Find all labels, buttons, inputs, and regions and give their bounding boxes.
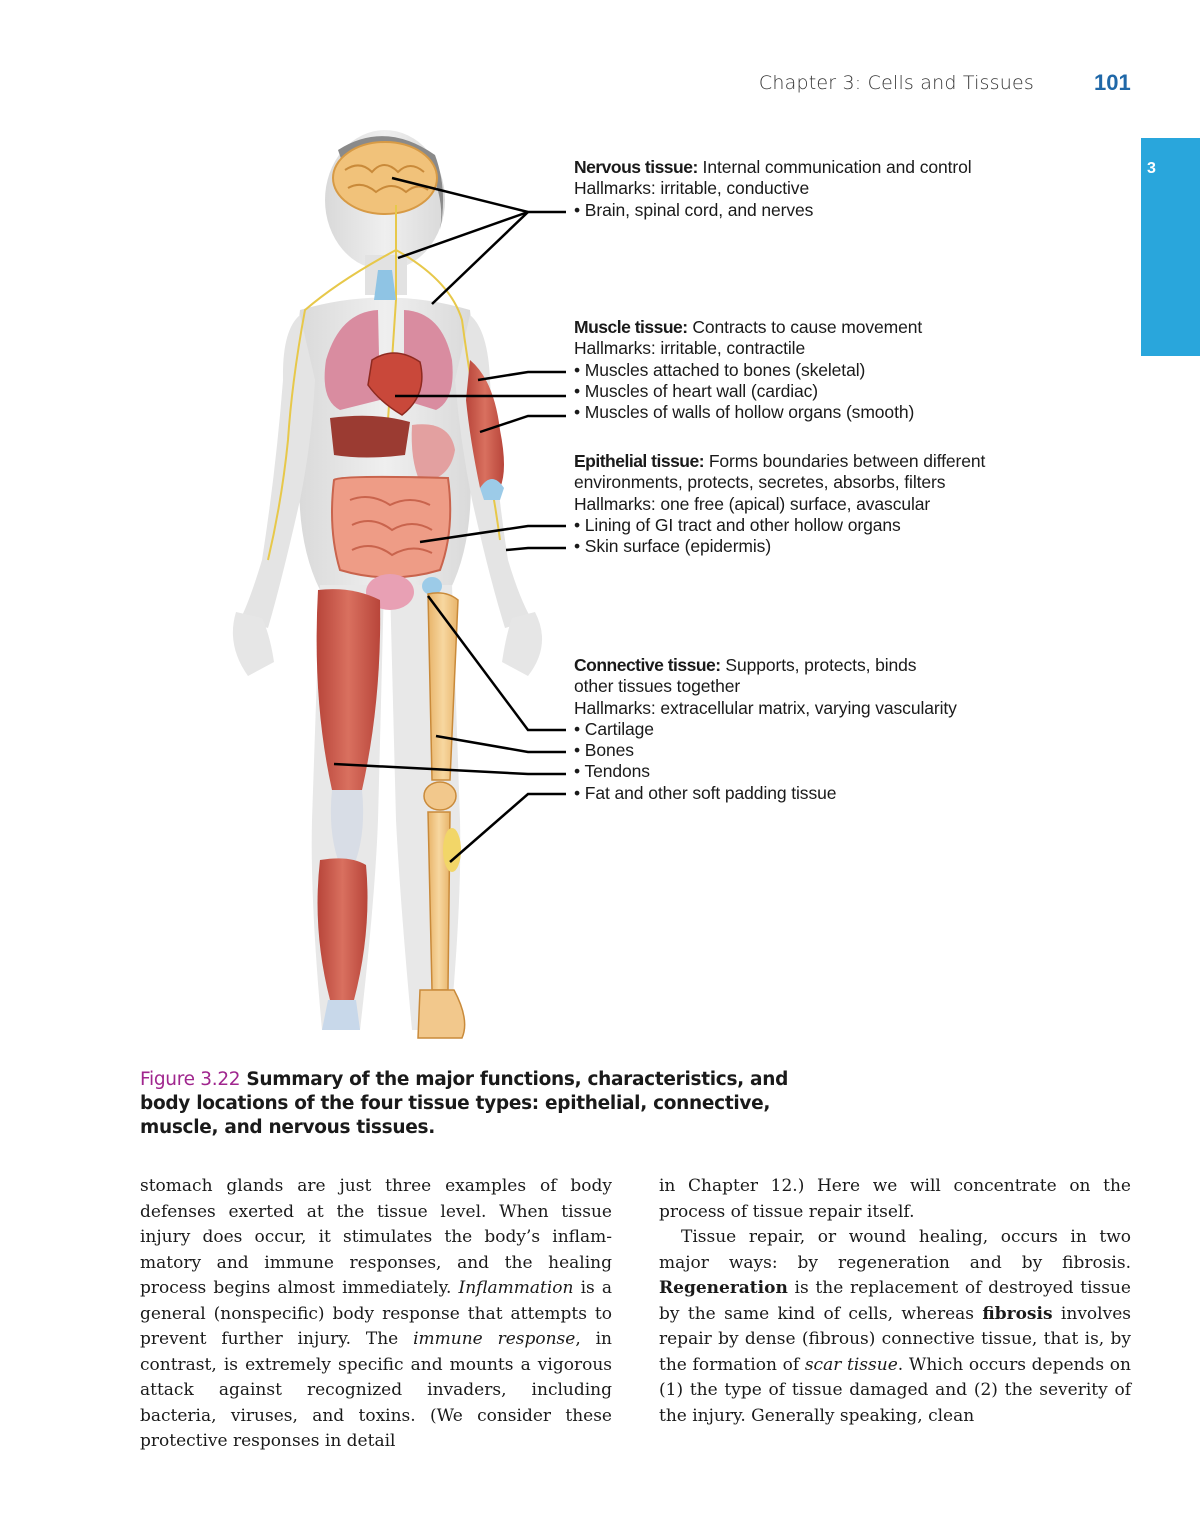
connective-hallmarks: Hallmarks: extracellular matrix, varying vascularity [574,697,957,718]
epithelial-hallmarks: Hallmarks: one free (apical) surface, avascular [574,493,931,514]
epithelial-desc-continued: environments, protects, secretes, absorbs, filters [574,472,946,493]
term-fibrosis: fibrosis [982,1303,1053,1324]
connective-item: • Tendons [574,761,650,782]
intestines [332,477,450,578]
connective-item: • Fat and other soft padding tissue [574,782,837,803]
muscle-heading [574,317,922,338]
text-run: . Which occurs depends on (1) the type of tissue damaged and (2) the severity of the injury. Generally speaking, clean [659,1354,1131,1426]
text-run: involves repair by dense (fibrous) connective tissue, that is, by the formation of [659,1303,1131,1375]
text-run: , in contrast, is extremely specific and mounts a vigorous attack against recognized invaders, including bacteria, viruses, and toxins. (We consider these protective responses in detail [140,1329,612,1451]
text-run: Tissue repair, or wound healing, occurs in two major ways: by regeneration and by fibrosis. [659,1227,1131,1273]
paragraph: in Chapter 12.) Here we will concentrate on the process of tissue repair itself. [659,1176,1131,1222]
muscle-item: • Muscles of walls of hollow organs (smooth) [574,402,915,423]
page-number: 101 [1094,70,1131,95]
liver [330,416,410,458]
paragraph [140,1174,612,1455]
connective-desc: Supports, protects, binds [720,655,917,675]
body-column-right [659,1174,1131,1429]
epithelial-item: • Lining of GI tract and other hollow organs [574,514,901,535]
figure-caption [140,1068,820,1140]
nervous-tissue-label [574,157,972,221]
term-immune-response: immune response [413,1329,576,1349]
nervous-heading [574,157,972,178]
muscle-item: • Muscles attached to bones (skeletal) [574,359,866,380]
paragraph [659,1225,1131,1429]
text-run: is a general (nonspecific) body response that attempts to prevent further injury. The [140,1278,613,1349]
muscle-desc: Contracts to cause movement [687,317,923,337]
figure-number: Figure 3.22 [140,1069,241,1090]
term-regeneration: Regeneration [659,1278,788,1298]
brain [333,142,437,214]
text-run: stomach glands are just three examples of body defenses exerted at the tissue level. When tissue injury does occur, it stimulates the body’s inflammatory and immune responses, and the healing process begins almost immediately. [140,1176,612,1298]
text-run: is the replacement of destroyed tissue by the same kind of cells, whereas [659,1278,1131,1324]
body-column-left [140,1174,612,1455]
muscle-title: Muscle tissue: [574,317,688,337]
chapter-tab-label: 3 [1147,160,1156,177]
connective-heading [574,655,957,676]
nervous-hallmarks: Hallmarks: irritable, conductive [574,178,810,199]
term-inflammation: Inflammation [458,1278,574,1298]
caption-text: Summary of the major functions, characteristics, and body locations of the four tissue types: epithelial, connective, muscle, and nervous tissues. [140,1069,789,1138]
nervous-desc: Internal communication and control [697,157,972,177]
epithelial-tissue-label [574,451,985,557]
connective-item: • Bones [574,740,634,761]
muscle-hallmarks: Hallmarks: irritable, contractile [574,338,806,359]
connective-item: • Cartilage [574,718,654,739]
epithelial-title: Epithelial tissue: [574,451,705,471]
muscle-item: • Muscles of heart wall (cardiac) [574,380,819,401]
epithelial-item: • Skin surface (epidermis) [574,536,772,557]
connective-tissue-label [574,655,957,804]
connective-desc-continued: other tissues together [574,676,741,697]
muscle-tissue-label [574,317,922,423]
epithelial-heading [574,451,985,472]
epithelial-desc: Forms boundaries between different [704,451,986,471]
term-scar-tissue: scar tissue [804,1354,898,1375]
chapter-title: Chapter 3: Cells and Tissues [758,72,1034,94]
nervous-item: • Brain, spinal cord, and nerves [574,199,814,220]
nervous-title: Nervous tissue: [574,157,698,177]
connective-title: Connective tissue: [574,655,721,675]
